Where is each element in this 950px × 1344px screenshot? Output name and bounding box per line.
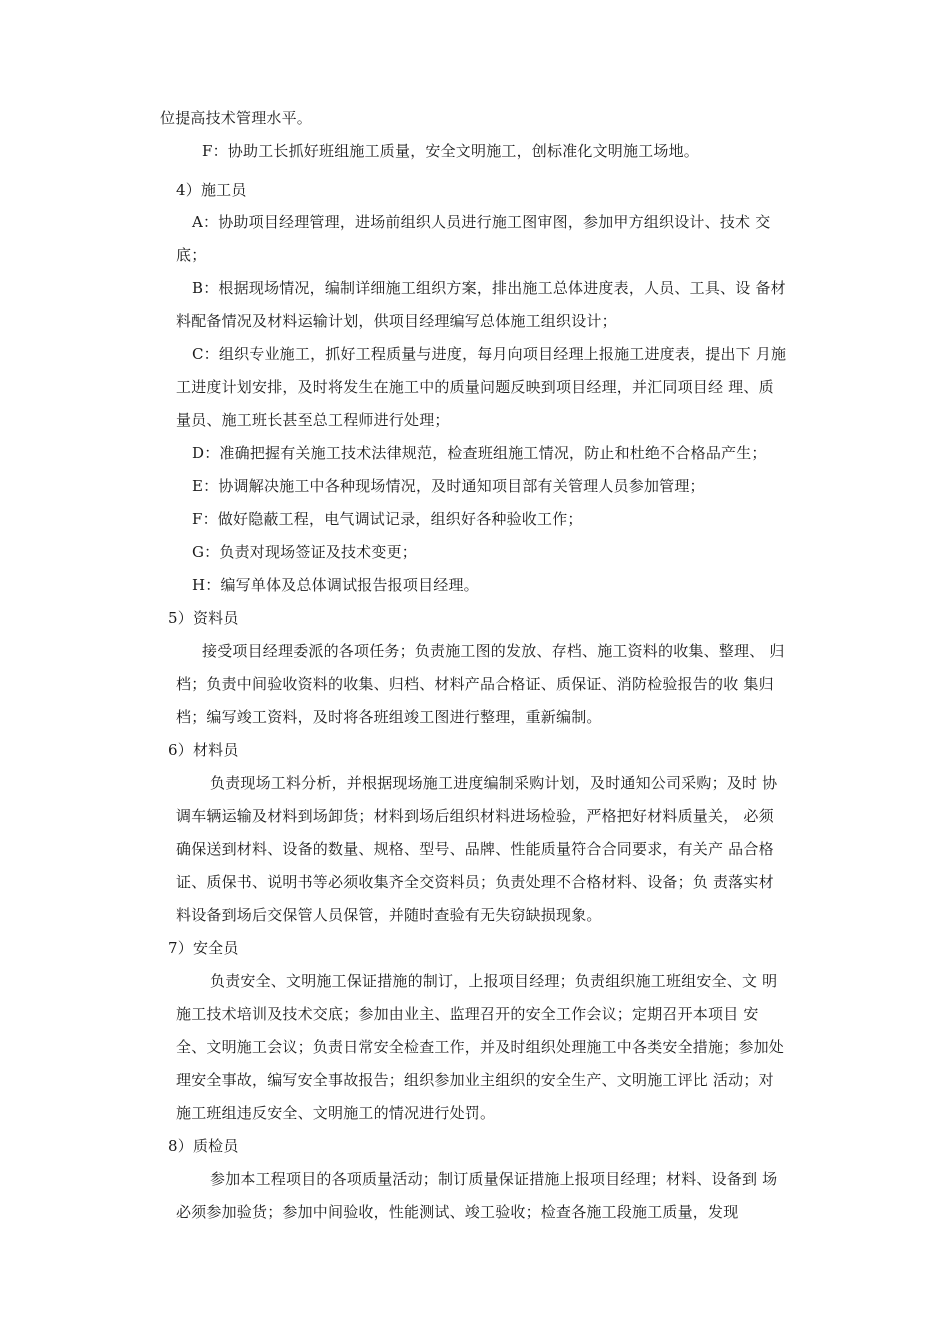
text-line: G：负责对现场签证及技术变更； <box>192 543 417 561</box>
text-line: 量员、施工班长甚至总工程师进行处理； <box>176 411 450 429</box>
text-line: 确保送到材料、设备的数量、规格、型号、品牌、性能质量符合合同要求，有关产 品合格 <box>176 840 774 858</box>
text-line: D：准确把握有关施工技术法律规范，检查班组施工情况，防止和杜绝不合格品产生； <box>192 444 767 462</box>
text-line: 档；负责中间验收资料的收集、归档、材料产品合格证、质保证、消防检验报告的收 集归 <box>176 675 774 693</box>
text-line: 接受项目经理委派的各项任务；负责施工图的发放、存档、施工资料的收集、整理、 归 <box>202 642 785 660</box>
text-line: 负责安全、文明施工保证措施的制订，上报项目经理；负责组织施工班组安全、文 明 <box>210 972 778 990</box>
text-line: 工进度计划安排，及时将发生在施工中的质量问题反映到项目经理，并汇同项目经 理、质 <box>176 378 774 396</box>
section-heading: 4）施工员 <box>176 181 247 199</box>
text-line: 负责现场工料分析，并根据现场施工进度编制采购计划，及时通知公司采购；及时 协 <box>210 774 778 792</box>
text-line: 料配备情况及材料运输计划，供项目经理编写总体施工组织设计； <box>176 312 617 330</box>
text-line: 理安全事故，编写安全事故报告；组织参加业主组织的安全生产、文明施工评比 活动；对 <box>176 1071 774 1089</box>
section-heading: 6）材料员 <box>168 741 239 759</box>
text-line: H：编写单体及总体调试报告报项目经理。 <box>192 576 479 594</box>
text-line: 位提高技术管理水平。 <box>160 109 313 127</box>
text-line: 必须参加验货；参加中间验收，性能测试、竣工验收；检查各施工段施工质量，发现 <box>176 1203 739 1221</box>
section-heading: 5）资料员 <box>168 609 239 627</box>
text-line: 调车辆运输及材料到场卸货；材料到场后组织材料进场检验，严格把好材料质量关， 必须 <box>176 807 774 825</box>
text-line: F：做好隐蔽工程，电气调试记录，组织好各种验收工作； <box>192 510 583 528</box>
text-line: 档；编写竣工资料，及时将各班组竣工图进行整理，重新编制。 <box>176 708 602 726</box>
text-line: 施工技术培训及技术交底；参加由业主、监理召开的安全工作会议；定期召开本项目 安 <box>176 1005 759 1023</box>
text-line: 证、质保书、说明书等必须收集齐全交资料员；负责处理不合格材料、设备；负 责落实材 <box>176 873 774 891</box>
text-line: B：根据现场情况，编制详细施工组织方案，排出施工总体进度表，人员、工具、设 备材 <box>192 279 786 297</box>
section-heading: 7）安全员 <box>168 939 239 957</box>
text-line: E：协调解决施工中各种现场情况，及时通知项目部有关管理人员参加管理； <box>192 477 705 495</box>
text-line: 全、文明施工会议；负责日常安全检查工作，并及时组织处理施工中各类安全措施；参加处 <box>176 1038 785 1056</box>
text-line: A：协助项目经理管理，进场前组织人员进行施工图审图，参加甲方组织设计、技术 交 <box>192 213 771 231</box>
text-line: 料设备到场后交保管人员保管，并随时查验有无失窃缺损现象。 <box>176 906 602 924</box>
text-line: 底； <box>176 246 207 264</box>
text-line: 参加本工程项目的各项质量活动；制订质量保证措施上报项目经理；材料、设备到 场 <box>210 1170 778 1188</box>
text-line: F：协助工长抓好班组施工质量，安全文明施工，创标准化文明施工场地。 <box>202 142 700 160</box>
section-heading: 8）质检员 <box>168 1137 239 1155</box>
text-line: 施工班组违反安全、文明施工的情况进行处罚。 <box>176 1104 496 1122</box>
text-line: C：组织专业施工，抓好工程质量与进度，每月向项目经理上报施工进度表，提出下 月施 <box>192 345 787 363</box>
